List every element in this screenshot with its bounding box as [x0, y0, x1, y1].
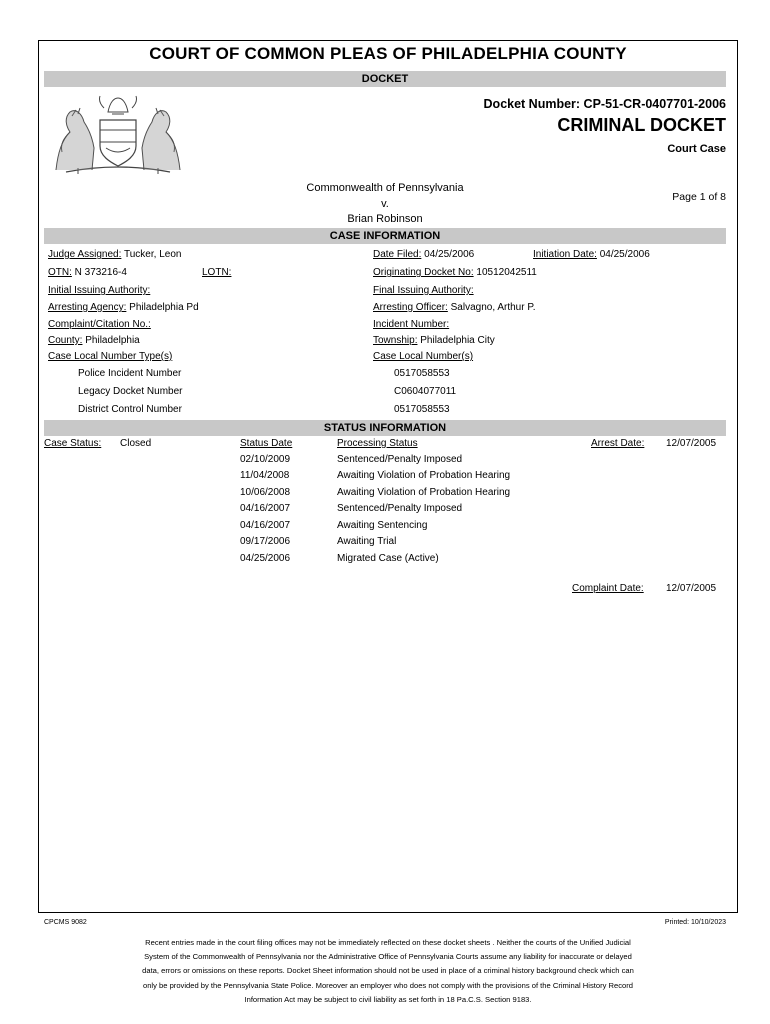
judge-label: Judge Assigned:: [48, 249, 122, 260]
processing-status-header: Processing Status: [337, 438, 418, 449]
status-row-status: Migrated Case (Active): [337, 553, 439, 564]
case-kind: Court Case: [667, 143, 726, 155]
case-information-band: CASE INFORMATION: [44, 228, 726, 244]
pennsylvania-coat-of-arms-icon: [48, 92, 188, 176]
disclaimer-line: Information Act may be subject to civil liability as set forth in 18 Pa.C.S. Section 9183.: [244, 994, 532, 1004]
disclaimer-line: data, errors or omissions on these reports. Docket Sheet information should not be used in place of a criminal history background check which can: [142, 966, 634, 976]
local-type-label: Case Local Number Type(s): [48, 351, 173, 362]
township-label: Township:: [373, 335, 418, 346]
complaint-label: Complaint/Citation No.:: [48, 319, 151, 330]
judge-row: [48, 249, 181, 260]
status-row-date: 10/06/2008: [240, 487, 291, 498]
orig-docket-value: 10512042511: [476, 267, 537, 278]
local-number-item: 0517058553: [394, 404, 450, 415]
status-date-header: Status Date: [240, 438, 293, 449]
initial-auth-label: Initial Issuing Authority:: [48, 285, 151, 296]
local-type-item: Police Incident Number: [78, 368, 182, 379]
date-filed-row: [373, 249, 474, 260]
caption-plaintiff: Commonwealth of Pennsylvania: [306, 182, 464, 194]
local-number-item: C0604077011: [394, 386, 457, 397]
case-status-label: Case Status:: [44, 438, 102, 449]
status-row-status: Awaiting Violation of Probation Hearing: [337, 487, 511, 498]
status-row-status: Sentenced/Penalty Imposed: [337, 454, 463, 465]
arrest-date-value: 12/07/2005: [666, 438, 717, 449]
status-row-date: 09/17/2006: [240, 536, 291, 547]
form-id: CPCMS 9082: [44, 919, 87, 926]
arrest-date-label: Arrest Date:: [591, 438, 645, 449]
status-row-status: Awaiting Sentencing: [337, 520, 428, 531]
status-row-status: Sentenced/Penalty Imposed: [337, 503, 463, 514]
docket-type: CRIMINAL DOCKET: [557, 115, 726, 135]
local-type-item: District Control Number: [78, 404, 182, 415]
disclaimer-line: Recent entries made in the court filing offices may not be immediately reflected on these docket sheets . Neither the courts of the Unified Judicial: [145, 938, 631, 947]
date-filed-value: 04/25/2006: [424, 249, 475, 260]
caption-versus: v.: [381, 198, 389, 210]
court-title: COURT OF COMMON PLEAS OF PHILADELPHIA COUNTY: [149, 44, 627, 63]
agency-label: Arresting Agency:: [48, 302, 127, 313]
county-value: Philadelphia: [85, 335, 140, 346]
status-row-date: 04/16/2007: [240, 503, 291, 514]
otn-row: [48, 267, 127, 278]
status-row-date: 04/25/2006: [240, 553, 291, 564]
page-indicator: Page 1 of 8: [672, 191, 726, 203]
orig-docket-label: Originating Docket No:: [373, 267, 474, 278]
orig-docket-row: [373, 267, 537, 278]
initiation-label: Initiation Date:: [533, 249, 597, 260]
status-row-date: 04/16/2007: [240, 520, 291, 531]
disclaimer-line: System of the Commonwealth of Pennsylvania nor the Administrative Office of Pennsylvania Courts assume any liability for inaccurate or delayed: [144, 952, 632, 962]
docket-band: DOCKET: [44, 71, 726, 87]
incident-label: Incident Number:: [373, 319, 450, 330]
date-filed-label: Date Filed:: [373, 249, 422, 260]
disclaimer-line: only be provided by the Pennsylvania State Police. Moreover an employer who does not comply with the provisions of the Criminal History Record: [142, 980, 634, 990]
local-type-item: Legacy Docket Number: [78, 386, 183, 397]
otn-value: N 373216-4: [74, 267, 127, 278]
status-row-date: 02/10/2009: [240, 454, 291, 465]
status-row-status: Awaiting Trial: [337, 536, 397, 547]
judge-value: Tucker, Leon: [124, 249, 182, 260]
local-number-label: Case Local Number(s): [373, 351, 474, 362]
status-row-status: Awaiting Violation of Probation Hearing: [337, 470, 511, 481]
township-row: [373, 335, 495, 346]
officer-label: Arresting Officer:: [373, 302, 448, 313]
case-status-value: Closed: [120, 438, 152, 449]
disclaimer: [38, 936, 738, 1007]
county-row: [48, 335, 140, 346]
status-row-date: 11/04/2008: [240, 470, 290, 481]
township-value: Philadelphia City: [420, 335, 495, 346]
initiation-value: 04/25/2006: [599, 249, 650, 260]
initiation-row: [533, 249, 650, 260]
final-auth-label: Final Issuing Authority:: [373, 285, 474, 296]
local-number-item: 0517058553: [394, 368, 450, 379]
agency-value: Philadelphia Pd: [129, 302, 199, 313]
officer-row: [373, 302, 536, 313]
county-label: County:: [48, 335, 83, 346]
docket-number: Docket Number: CP-51-CR-0407701-2006: [483, 97, 726, 111]
otn-label: OTN:: [48, 267, 72, 278]
officer-value: Salvagno, Arthur P.: [450, 302, 536, 313]
status-information-band: STATUS INFORMATION: [44, 420, 726, 436]
complaint-date-label: Complaint Date:: [572, 583, 644, 594]
caption-defendant: Brian Robinson: [347, 213, 423, 225]
agency-row: [48, 302, 199, 313]
printed-date: Printed: 10/10/2023: [664, 919, 726, 926]
complaint-date-value: 12/07/2005: [666, 583, 717, 594]
lotn-label: LOTN:: [202, 267, 232, 278]
